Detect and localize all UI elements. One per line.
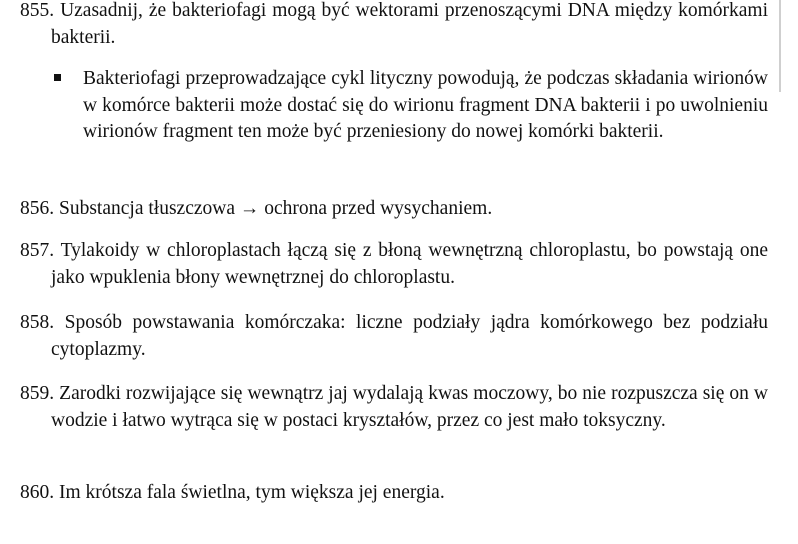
item-number: 859. [20,383,55,404]
page-edge-divider [779,0,781,92]
answer-paragraph [20,0,768,51]
item-text: Sposób powstawania komórczaka: liczne podziały jądra komórkowego bez podziału cytoplazmy. [51,312,768,360]
document-page [20,0,768,544]
item-text: Im krótsza fala świetlna, tym większa jej energia. [59,482,445,503]
item-number: 857. [20,240,55,261]
item-text: Substancja tłuszczowa → ochrona przed wysychaniem. [59,198,493,219]
item-text: Zarodki rozwijające się wewnątrz jaj wydalają kwas moczowy, bo nie rozpuszcza się on w wodzie i łatwo wytrąca się w postaci kryształów, przez co jest mało toksyczny. [51,383,769,431]
answer-paragraph [20,238,768,291]
bullet-text: Bakteriofagi przeprowadzające cykl lityczny powodują, że podczas składania wirionów w komórce bakterii może dostać się do wirionu fragment DNA bakterii i po uwolnieniu wirionów fragment ten może być przeniesiony do nowej komórki bakterii. [83,68,768,142]
item-number: 856. [20,198,55,219]
answer-paragraph [20,310,768,363]
answer-paragraph [20,480,768,507]
item-text: Uzasadnij, że bakteriofagi mogą być wektorami przenoszącymi DNA między komórkami bakterii. [51,0,769,48]
square-bullet-icon [54,74,61,81]
item-number: 858. [20,312,55,333]
answer-paragraph [20,196,768,223]
item-text: Tylakoidy w chloroplastach łączą się z błoną wewnętrzną chloroplastu, bo powstają one jako wpuklenia błony wewnętrznej do chloroplastu. [51,240,768,288]
item-number: 860. [20,482,55,503]
answer-paragraph [20,381,768,434]
item-number: 855. [20,0,55,21]
